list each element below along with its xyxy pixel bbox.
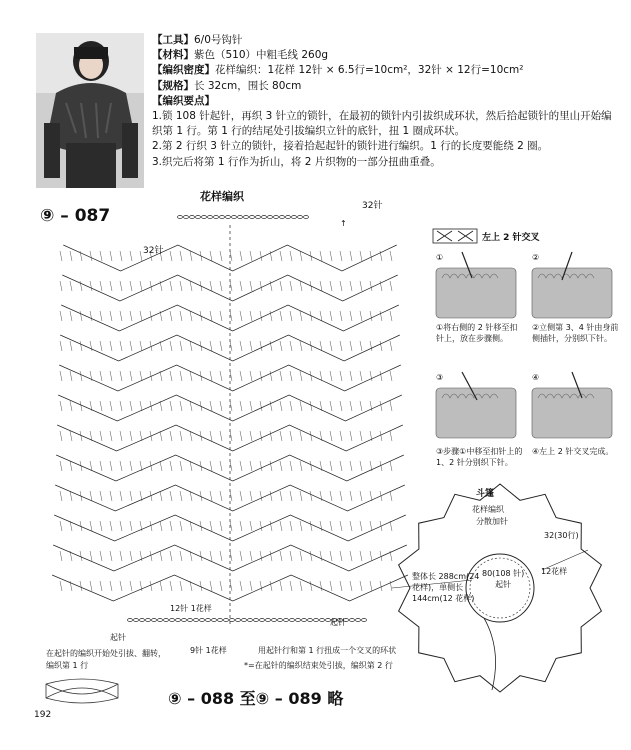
cape-center-line-1: 80(108 针) xyxy=(482,569,525,578)
cape-title: 斗篷 xyxy=(476,489,495,499)
model-photo-illustration xyxy=(36,33,144,188)
svg-text:③: ③ xyxy=(436,373,444,382)
cape-center-label xyxy=(482,568,524,590)
tool-label: 【工具】 xyxy=(152,34,194,46)
tool-value: 6/0号钩针 xyxy=(194,34,243,46)
side-stitch-count: 32针 xyxy=(143,246,164,256)
crochet-chart xyxy=(40,205,420,655)
cross-symbol-icon xyxy=(432,228,478,244)
chart-title: 花样编织 xyxy=(200,190,244,203)
cape-edge-label: 32(30行) xyxy=(544,531,579,540)
start-label-right: 起针 xyxy=(330,618,346,627)
spec-block xyxy=(152,33,622,170)
density-value: 花样编织：1花样 12针 × 6.5行=10cm²，32针 × 12行=10cm² xyxy=(215,64,524,77)
svg-text:④: ④ xyxy=(532,373,540,382)
cross-steps-illustration xyxy=(432,248,622,458)
spec-density xyxy=(152,63,622,78)
size-value: 长 32cm，围长 80cm xyxy=(194,79,302,92)
spec-material xyxy=(152,48,622,63)
spec-size xyxy=(152,79,622,94)
cape-subtitle-2: 分散加针 xyxy=(476,517,508,526)
bottom-repeat-label: 9针 1花样 xyxy=(190,646,227,655)
material-value: 紫色（510）中粗毛线 260g xyxy=(194,49,329,62)
chart-note-2: *=在起针的编织结束处引拔，编织第 2 行 xyxy=(244,661,393,670)
svg-text:①: ① xyxy=(436,253,444,262)
cross-step-4: ④左上 2 针交叉完成。 xyxy=(532,447,614,456)
cape-length-line-1: 整体长 288cm(24 xyxy=(412,572,480,581)
point-2: 2.第 2 行织 3 针立的锁针，接着拾起起针的锁针进行编织。1 行的长度要能绕 2 圈。 xyxy=(152,140,549,153)
cross-title: 左上 2 针交叉 xyxy=(482,233,540,243)
point-1: 1.锁 108 针起针，再织 3 针立的锁针，在最初的锁针内引拔织成环状，然后拾起锁针的里山开始编织第 1 行。第 1 行的结尾处引拔编织立针的底针，扭 1 圈成环状。 xyxy=(152,110,612,138)
point-3: 3.织完后将第 1 行作为折山，将 2 片织物的一部分扭曲重叠。 xyxy=(152,155,441,168)
start-label-left: 起针 xyxy=(110,633,126,642)
cape-length-line-2: 花样)，单侧长 xyxy=(412,583,464,592)
svg-text:②: ② xyxy=(532,253,540,262)
left-note: 在起针的编织开始处引拔、翻转，编织第 1 行 xyxy=(46,649,166,670)
row-marker-top: ↑ xyxy=(340,219,347,228)
footer-code: ⑨ – 088 至⑨ – 089 略 xyxy=(168,689,344,708)
repeat-label: 12针 1花样 xyxy=(170,604,212,613)
density-label: 【编织密度】 xyxy=(152,64,215,77)
cape-subtitle: 花样编织 xyxy=(472,505,504,514)
points-label: 【编织要点】 xyxy=(152,94,215,107)
twist-diagram xyxy=(44,676,120,706)
pattern-code: ⑨ – 087 xyxy=(40,206,111,226)
cape-motif-label: 12花样 xyxy=(541,567,568,576)
cross-step-3: ③步骤①中移至扣针上的 1、2 针分别织下针。 xyxy=(436,447,523,467)
material-label: 【材料】 xyxy=(152,49,194,62)
page-number: 192 xyxy=(34,710,52,720)
size-label: 【规格】 xyxy=(152,79,194,92)
cape-length-line-3: 144cm(12 花样) xyxy=(412,594,475,603)
spec-tool xyxy=(152,33,622,48)
cape-center-line-2: 起针 xyxy=(495,580,512,589)
top-stitch-count: 32针 xyxy=(362,201,383,211)
cross-step-1: ①将右侧的 2 针移至扣针上，放在步骤侧。 xyxy=(436,323,518,343)
chart-note-1: 用起针行和第 1 行扭成一个交叉的环状 xyxy=(258,646,397,655)
cape-length xyxy=(412,571,479,604)
spec-points xyxy=(152,94,622,109)
model-photo xyxy=(36,33,144,188)
cross-step-2: ②立侧第 3、4 针由身前侧插针，分别织下针。 xyxy=(532,323,619,343)
